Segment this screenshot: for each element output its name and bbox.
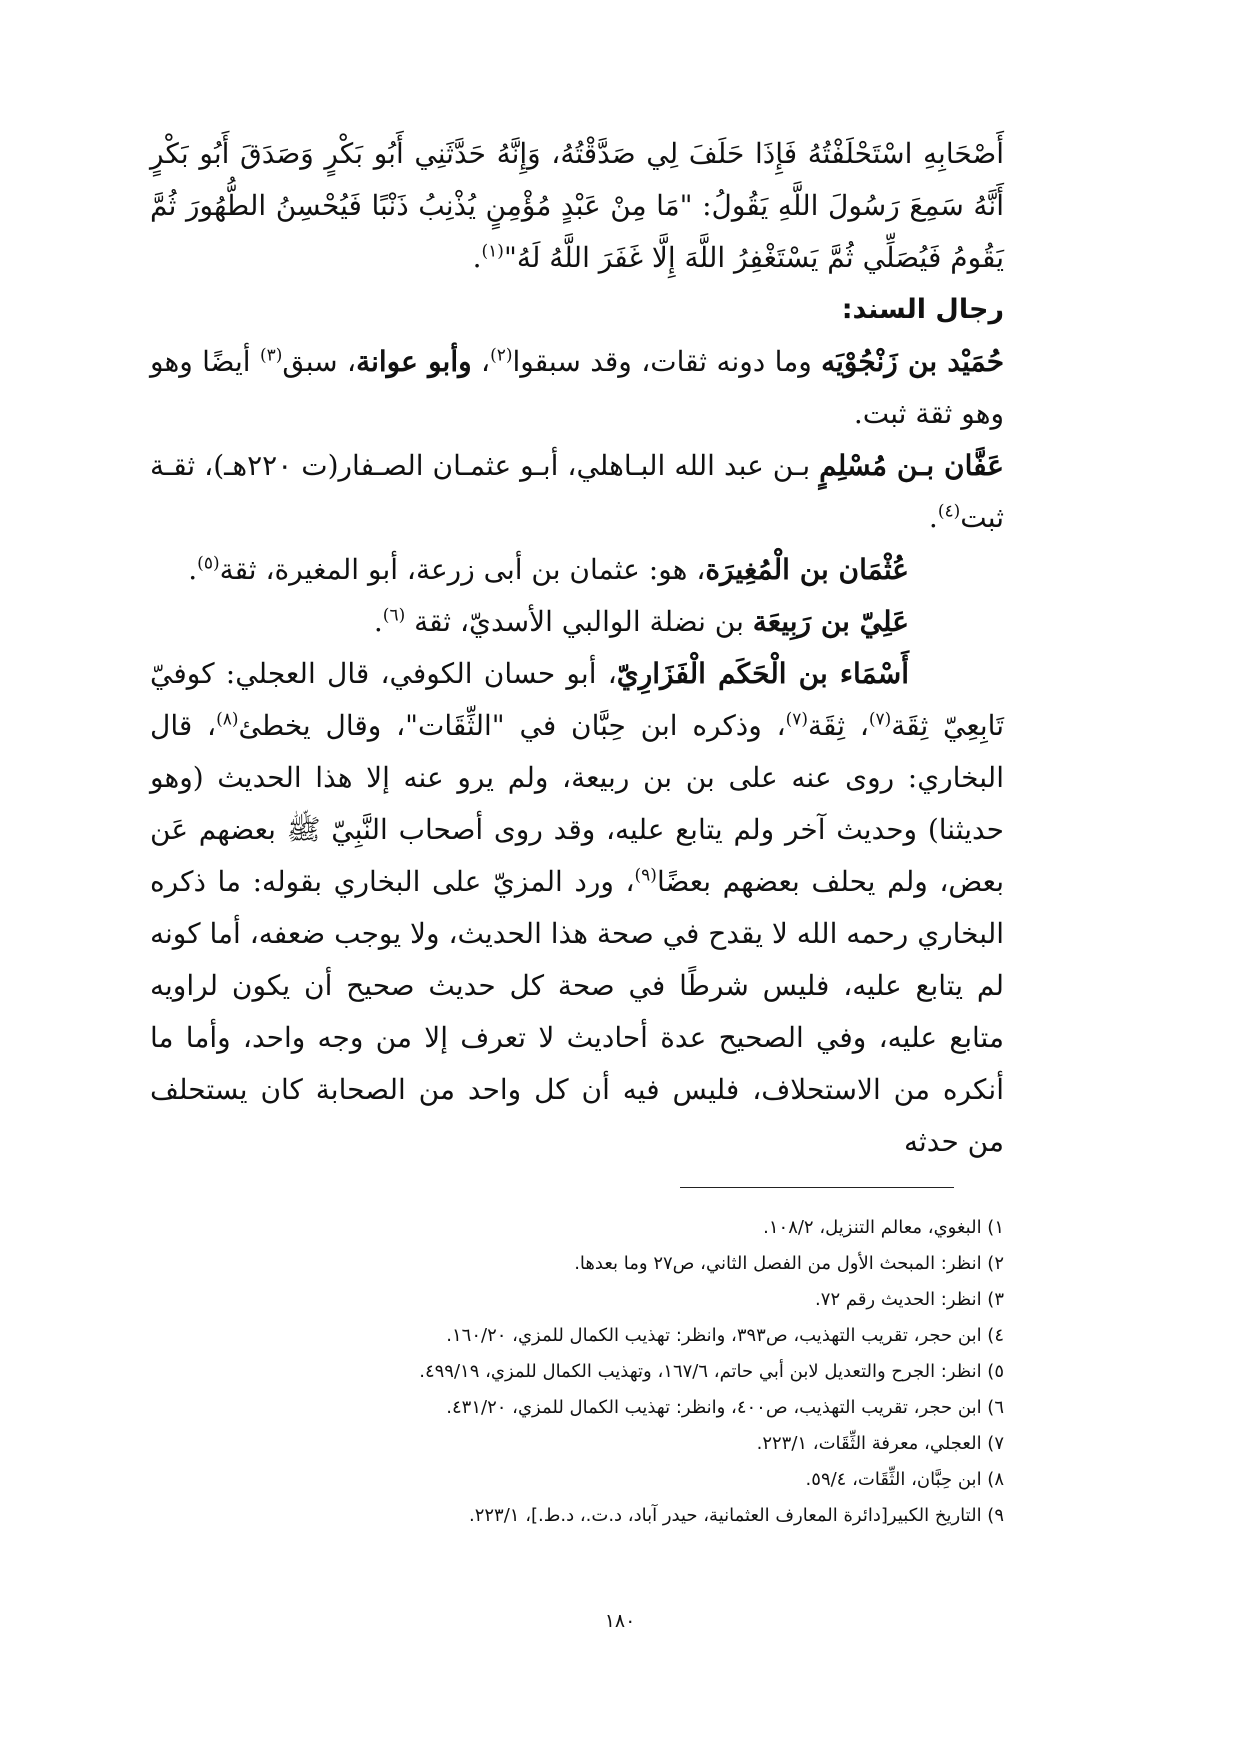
- footnote-separator: [680, 1187, 954, 1188]
- hadith-line: الطُّهُورَ ثُمَّ يَقُومُ فَيُصَلِّي ثُمَّ يَسْتَغْفِرُ اللَّهَ إِلَّا غَفَرَ اللَّهُ لَهُ": [150, 189, 1004, 274]
- narrator-name: عُثْمَان بن الْمُغِيرَة: [705, 553, 909, 586]
- page-number: ١٨٠: [604, 1610, 636, 1632]
- paragraph-text: .: [373, 605, 383, 638]
- narrator-name: حُمَيْد بن زَنْجُوْيَه: [821, 345, 1005, 378]
- footnote-ref[interactable]: (٥): [197, 553, 220, 574]
- narrator-name: وأبو عوانة: [356, 345, 472, 378]
- paragraph-text: بـن عبد الله البـاهلي، أبـو عثمـان الصـفار(ت ٢٢٠هـ)، ثقـة ثبت: [150, 449, 1004, 534]
- hadith-quote: [150, 128, 1004, 284]
- paragraph-text: ، وذكره ابن حِبَّان في "الثِّقَات"، وقال يخطئ: [238, 709, 786, 742]
- footnote-ref[interactable]: (٣): [259, 345, 283, 366]
- footnote: ٩) التاريخ الكبير[دائرة المعارف العثمانية، حيدر آباد، د.ت.، د.ط.]، ٢٢٣/١.: [468, 1505, 1004, 1526]
- footnote-ref[interactable]: (٤): [937, 501, 961, 522]
- narrator-paragraph: [150, 336, 1004, 440]
- narrator-name: عَلِيّ بن رَبِيعَة: [752, 605, 909, 638]
- paragraph-text: ، هو: عثمان بن أبى زرعة، أبو المغيرة، ثقة: [219, 553, 706, 586]
- narrator-paragraph: [150, 596, 1004, 648]
- paragraph-text: بن نضلة الوالبي الأسديّ، ثقة: [405, 605, 753, 638]
- footnote: ٢) انظر: المبحث الأول من الفصل الثاني، ص٢٧ وما بعدها.: [574, 1253, 1004, 1274]
- hadith-line: أَصْحَابِهِ اسْتَحْلَفْتُهُ فَإِذَا حَلَفَ لِي صَدَّقْتُهُ، وَإِنَّهُ حَدَّثَنِي أَبُو بَكْرٍ وَصَدَقَ أَبُو: [199, 137, 1005, 170]
- footnote-ref[interactable]: (٩): [634, 865, 657, 886]
- paragraph-text: .: [928, 501, 938, 534]
- footnote: ٨) ابن حِبَّان، الثِّقَات، ٥٩/٤.: [805, 1469, 1004, 1490]
- section-heading: رجال السند:: [841, 294, 1004, 325]
- paragraph-text: ، قال البخاري: روى عنه على بن بن ربيعة، ولم يرو عنه إلا هذا الحديث (وهو حديثنا) وحديث آخر ولم يتابع عليه، وقد روى أصحاب النَّبِيّ ﷺ بعضهم عَن بعض، ولم يحلف بعضهم بعضًا: [150, 709, 1004, 898]
- footnote-ref[interactable]: (٢): [490, 345, 513, 366]
- footnote-ref[interactable]: (٦): [382, 605, 406, 626]
- paragraph-text: ، سبق: [282, 345, 357, 378]
- footnote-ref[interactable]: (١): [481, 241, 504, 262]
- paragraph-text: ، ثِقَة: [808, 709, 869, 742]
- paragraph-text: وما دونه ثقات، وقد سبقوا: [512, 345, 822, 378]
- narrator-paragraph: [150, 440, 1004, 544]
- paragraph-text: .: [188, 553, 198, 586]
- footnotes: [150, 1210, 1004, 1534]
- narrator-name: أَسْمَاء بن الْحَكَم الْفَزَارِيّ: [616, 657, 909, 690]
- paragraph-text: ،: [471, 345, 491, 378]
- footnote: ١) البغوي، معالم التنزيل، ١٠٨/٢.: [763, 1217, 1004, 1238]
- footnote-ref[interactable]: (٨): [216, 709, 239, 730]
- narrator-name: عَفَّان بـن مُسْلِمٍ: [819, 449, 1004, 482]
- hadith-line-end: .: [472, 241, 482, 274]
- narrator-paragraph: [150, 544, 1004, 596]
- footnote: ٥) انظر: الجرح والتعديل لابن أبي حاتم، ١٦٧/٦، وتهذيب الكمال للمزي، ٤٩٩/١٩.: [419, 1361, 1004, 1382]
- paragraph-text: ، أبو حسان الكوفي، قال العجلي: كوفيّ تَابِعِيّ ثِقَة: [150, 657, 1005, 742]
- footnote-ref[interactable]: (٧): [785, 709, 809, 730]
- footnote-ref[interactable]: (٧): [868, 709, 892, 730]
- footnote: ٤) ابن حجر، تقريب التهذيب، ص٣٩٣، وانظر: تهذيب الكمال للمزي، ١٦٠/٢٠.: [446, 1325, 1004, 1346]
- narrator-paragraph: [150, 648, 1004, 1168]
- hadith-line: بَكْرٍ أَنَّهُ سَمِعَ رَسُولَ اللَّهِ يَقُولُ: "مَا مِنْ عَبْدٍ مُؤْمِنٍ يُذْنِبُ ذَنْبًا فَيُحْسِنُ: [150, 137, 1004, 222]
- footnote: ٧) العجلي، معرفة الثِّقَات، ٢٢٣/١.: [756, 1433, 1004, 1454]
- footnote: ٣) انظر: الحديث رقم ٧٢.: [815, 1289, 1004, 1310]
- paragraph-text: ، ورد المزيّ على البخاري بقوله: ما ذكره البخاري رحمه الله لا يقدح في صحة هذا الحديث، ولا يوجب ضعفه، أما كونه لم يتابع عليه، فليس شرطًا في صحة كل حديث صحيح أن يكون لراويه متابع عليه، وفي الصحيح عدة أحاديث لا تعرف إلا من وجه واحد، وأما ما أنكره من الاستحلاف، فليس فيه أن كل واحد من الصحابة كان يستحلف من حدثه: [149, 865, 1004, 1158]
- main-text: [150, 128, 1004, 1168]
- paragraph-text: أيضًا وهو وهو ثقة ثبت.: [150, 345, 1004, 430]
- footnote: ٦) ابن حجر، تقريب التهذيب، ص٤٠٠، وانظر: تهذيب الكمال للمزي، ٤٣١/٢٠.: [446, 1397, 1004, 1418]
